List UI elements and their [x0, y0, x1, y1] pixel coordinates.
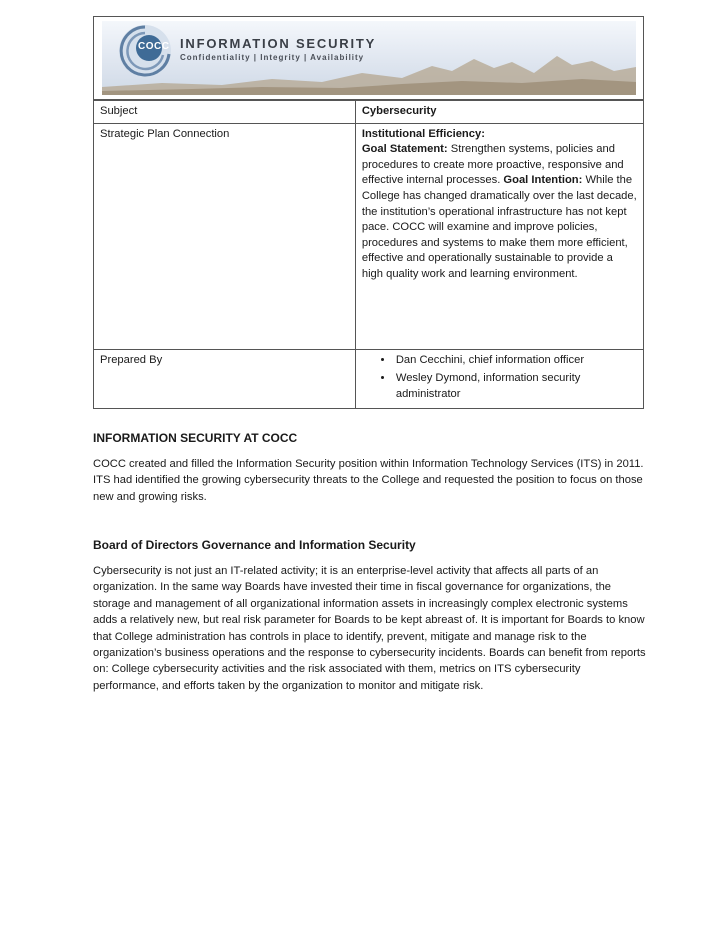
prepared-value: [355, 349, 643, 409]
strategic-label: Strategic Plan Connection: [94, 123, 356, 349]
prepared-label: Prepared By: [94, 349, 356, 409]
header-banner-cell: [93, 16, 644, 100]
banner-title: INFORMATION SECURITY: [180, 36, 377, 51]
list-item: • Wesley Dymond, information security administrator: [394, 371, 637, 402]
header-banner: [102, 21, 636, 95]
logo-text: COCC: [138, 41, 170, 52]
prepared-by-list: [362, 353, 637, 403]
subject-label: Subject: [94, 101, 356, 124]
section-paragraph-info-security: COCC created and filled the Information Security position within Information Technology Services (ITS) in 2011. ITS had identified the growing cybersecurity threats to the College and requested the position to focus on those new and growing risks.: [93, 458, 644, 503]
goal-statement-text: Strengthen systems, policies and procedures to create more proactive, responsive and effective internal processes.: [361, 143, 624, 187]
section-heading-board-governance: Board of Directors Governance and Information Security: [93, 538, 416, 552]
table-row-strategic: [94, 123, 644, 349]
strategic-value: [355, 123, 643, 349]
table-row-prepared: [94, 349, 644, 409]
subject-value: Cybersecurity: [355, 101, 643, 124]
table-row-subject: [94, 101, 644, 124]
banner-tagline: Confidentiality | Integrity | Availability: [180, 53, 365, 62]
goal-statement-label: Goal Statement:: [361, 143, 448, 156]
list-item: • Dan Cecchini, chief information officer: [394, 353, 637, 369]
strategic-goals: [362, 142, 637, 282]
strategic-heading: Institutional Efficiency:: [361, 127, 485, 140]
goal-intention-label: Goal Intention:: [503, 174, 583, 187]
section-paragraph-board-governance: Cybersecurity is not just an IT-related activity; it is an enterprise-level activity that affects all parts of an organization. In the same way Boards have invested their time in fiscal governance for organizations, the storage and management of all organizational information assets in increasingly complex electronic systems adds a relatively new, but real risk parameter for Boards to be kept abreast of. It is important for Boards to know that College administration has controls in place to identify, prevent, mitigate and manage risk to the organization’s business operations and the response to cybersecurity incidents. Boards can benefit from reports on: College cybersecurity activities and the risk associated with them, metrics on ITS cybersecurity performance, and efforts taken by the organization to monitor and mitigate risk.: [93, 565, 646, 692]
goal-intention-text: While the College has changed dramatically over the last decade, the institution’s operational infrastructure has not kept pace. COCC will examine and improve policies, procedures and systems to make them more efficient, effective and operationally sustainable to provide a high quality work and learning environment.: [361, 174, 637, 280]
plan-info-table: [93, 100, 644, 409]
section-heading-info-security: INFORMATION SECURITY AT COCC: [93, 431, 298, 445]
